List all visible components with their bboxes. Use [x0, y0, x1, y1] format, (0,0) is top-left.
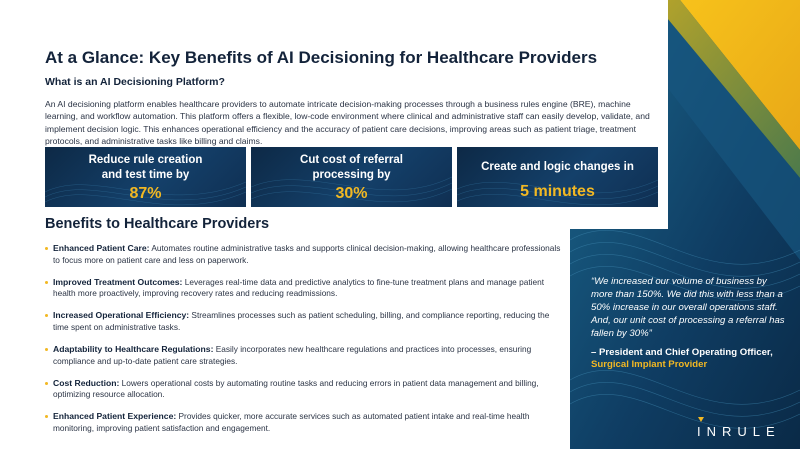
stat-value: 87% — [129, 185, 162, 202]
list-item: Enhanced Patient Experience: Provides quicker, more accurate services such as automated patient intake and real-time health monitoring, improving patient satisfaction and engagement. — [45, 411, 565, 434]
list-item: Enhanced Patient Care: Automates routine administrative tasks and supports clinical decision-making, allowing healthcare professionals to focus more on patient care and less on paperwork. — [45, 243, 565, 266]
benefits-heading: Benefits to Healthcare Providers — [45, 216, 270, 232]
bullet-icon — [45, 314, 48, 317]
bullet-icon — [45, 348, 48, 351]
testimonial-attribution: – President and Chief Operating Officer, — [591, 347, 773, 358]
list-item: Adaptability to Healthcare Regulations: Easily incorporates new healthcare regulations and practices into processes, ensuring compliance and up-to-date patient care strategies. — [45, 344, 565, 367]
stat-card — [251, 147, 452, 207]
section-subtitle: What is an AI Decisioning Platform? — [45, 76, 225, 88]
testimonial-organization: Surgical Implant Provider — [591, 359, 708, 370]
list-item: Increased Operational Efficiency: Streamlines processes such as patient scheduling, billing, and compliance reporting, reducing the time spent on administrative tasks. — [45, 310, 565, 333]
page-title: At a Glance: Key Benefits of AI Decisioning for Healthcare Providers — [45, 48, 598, 67]
benefits-list — [45, 243, 565, 445]
list-item: Cost Reduction: Lowers operational costs by automating routine tasks and reducing errors in patient data management and billing, optimizing resource allocation. — [45, 378, 565, 401]
stat-label: Reduce rule creation and test time by — [88, 154, 203, 181]
bullet-icon — [45, 247, 48, 250]
list-item: Improved Treatment Outcomes: Leverages real-time data and predictive analytics to fine-tune treatment plans and manage patient health more proactively, improving recovery rates and reducing readmissions. — [45, 277, 565, 300]
bullet-icon — [45, 415, 48, 418]
bullet-icon — [45, 382, 48, 385]
stat-value: 5 minutes — [520, 183, 595, 200]
stat-label: Create and logic changes in — [481, 161, 634, 173]
inrule-logo: INRULE — [697, 424, 781, 439]
stat-card — [45, 147, 246, 207]
intro-paragraph: An AI decisioning platform enables healthcare providers to automate intricate decision-making processes through a business rules engine (BRE), machine learning, and workflow automation. This platform offers a flexible, low-code environment where clinical and administrative staff can easily develop, validate, and implement decision logic. This enhances operational efficiency and the accuracy of patient care decisions, improving areas such as patient triage, treatment protocols, and administrative tasks like billing and claims. — [45, 99, 650, 147]
stat-card — [457, 147, 658, 207]
logo-mark-icon — [698, 417, 704, 422]
stats-row — [45, 147, 658, 207]
stat-label: Cut cost of referral processing by — [300, 154, 403, 181]
testimonial-quote: “We increased our volume of business by more than 150%. We did this with less than a 50% increase in our overall operations staff. And, our unit cost of processing a referral has fallen by 30%” — [591, 276, 785, 339]
stat-value: 30% — [335, 185, 368, 202]
bullet-icon — [45, 281, 48, 284]
